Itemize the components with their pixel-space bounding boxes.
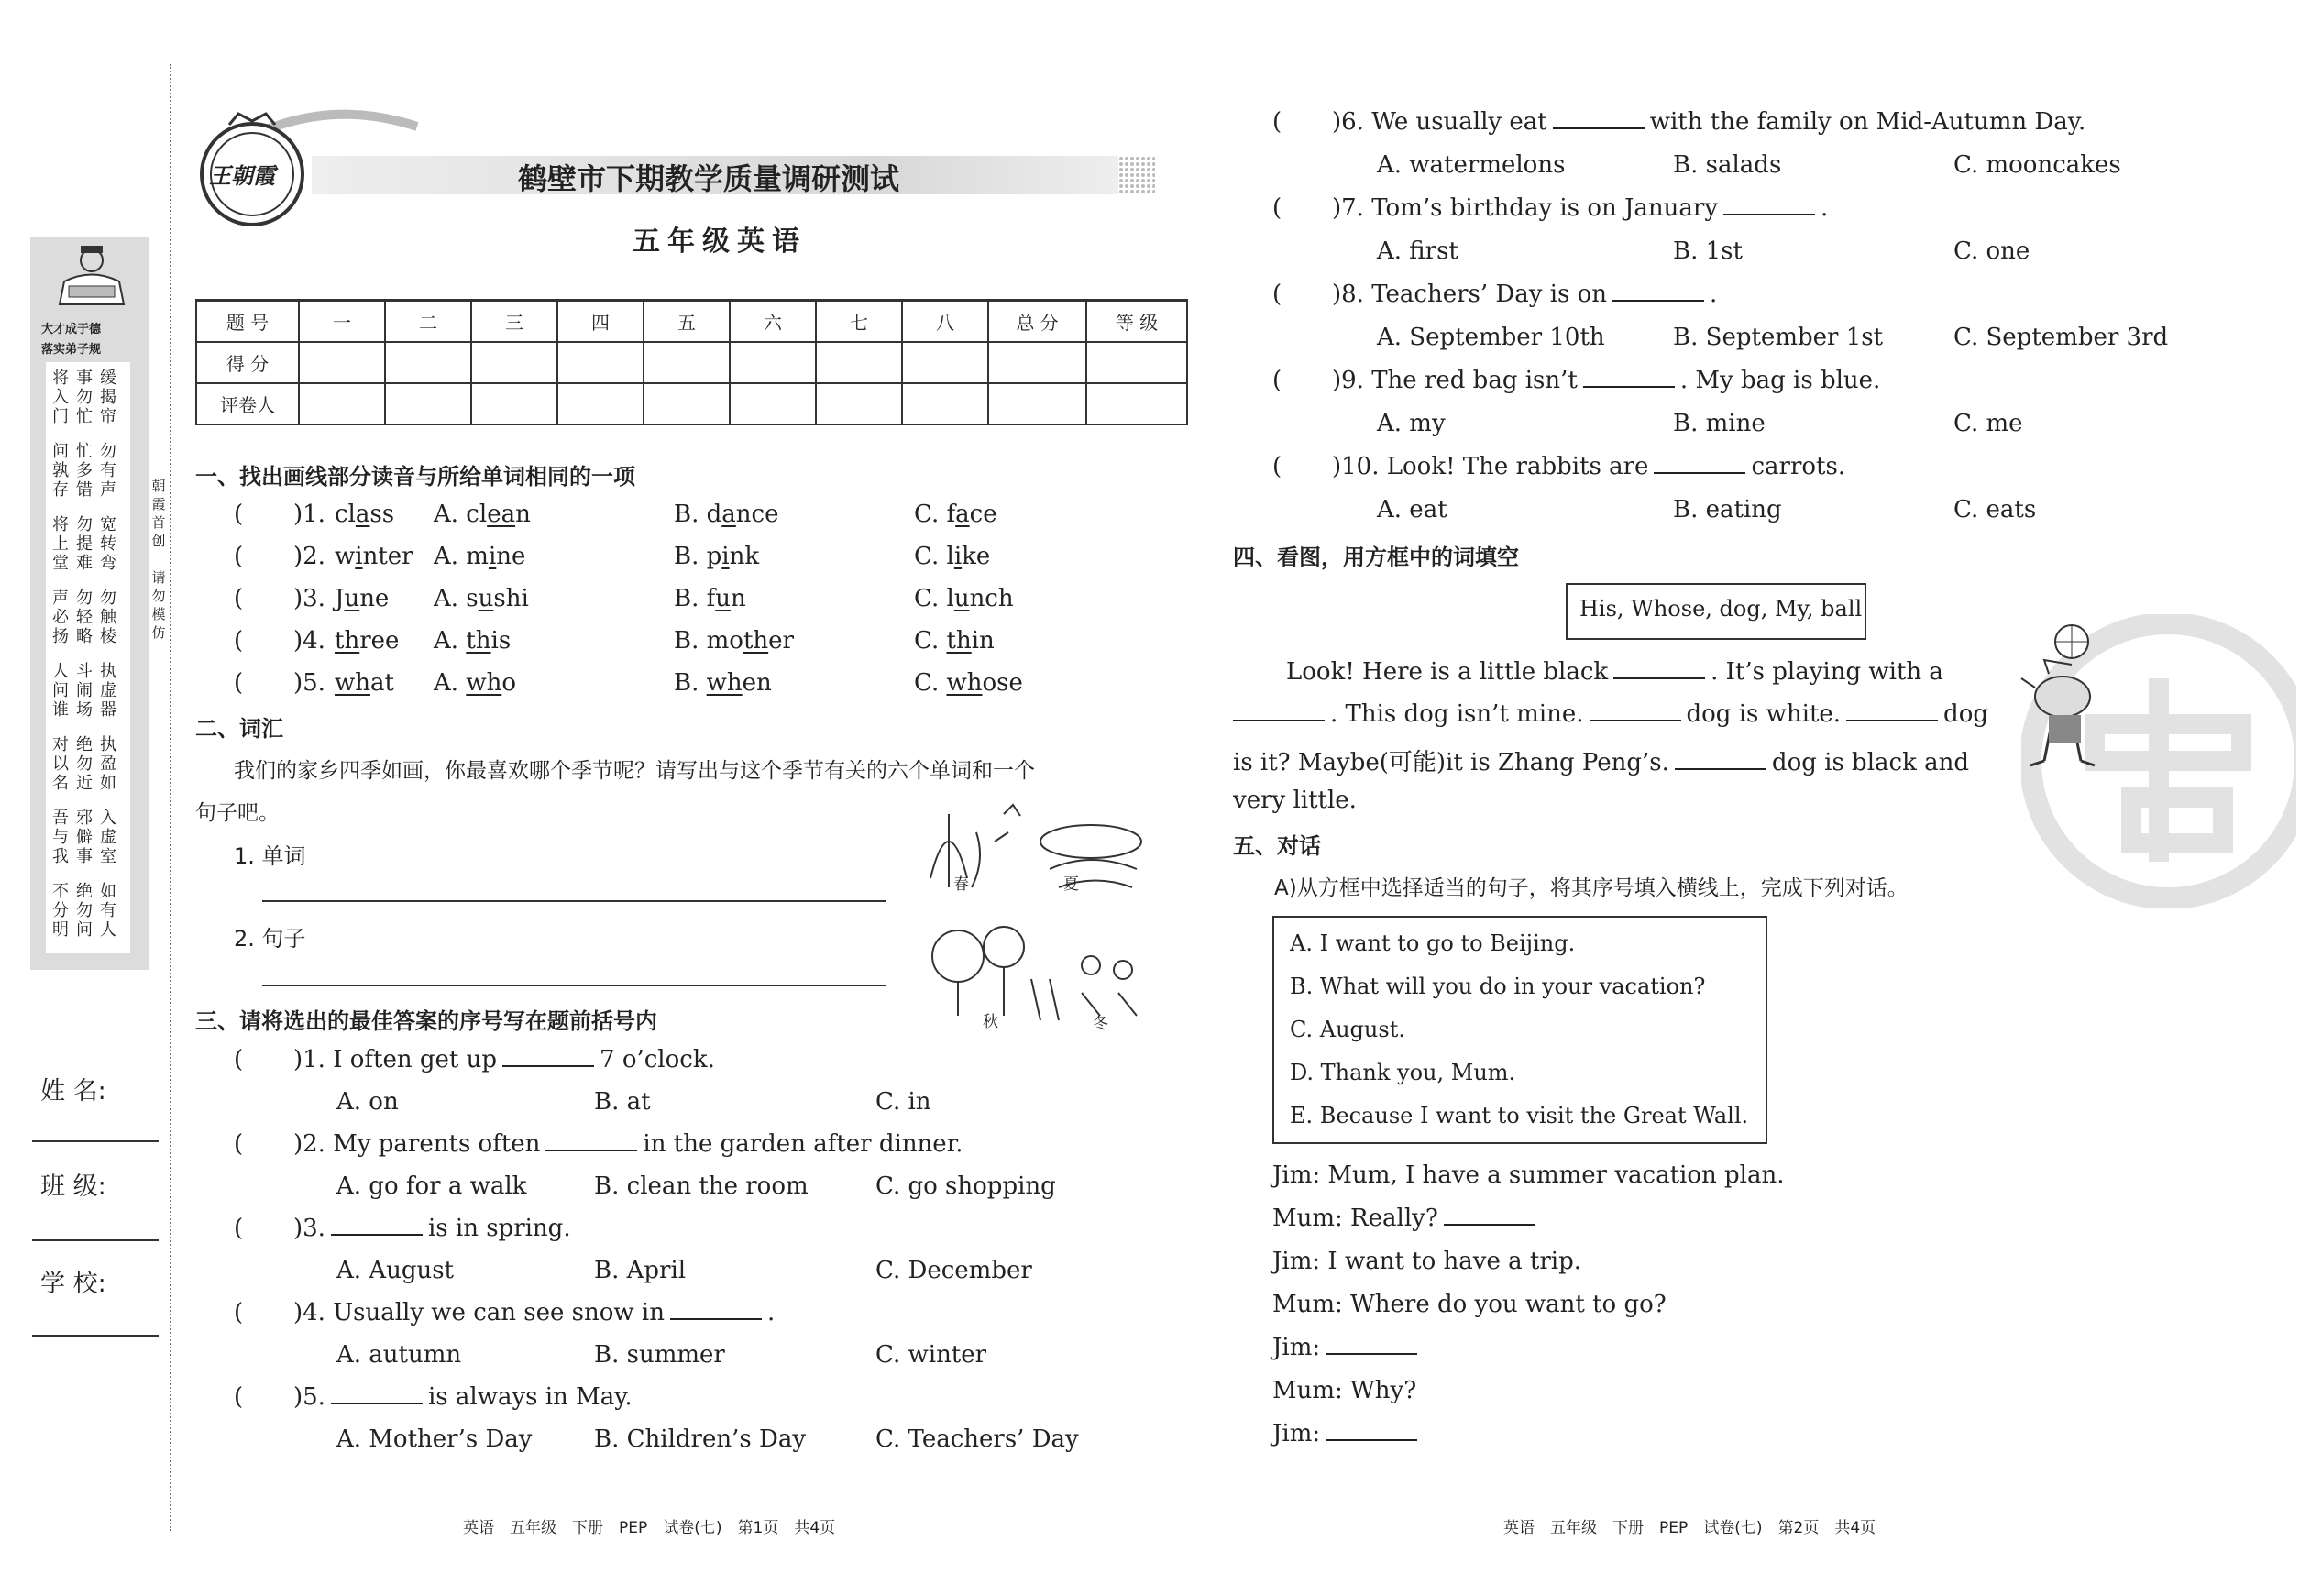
underlined-sound: th (335, 627, 360, 655)
score-cell[interactable] (1086, 342, 1187, 383)
motto-column: 宽转弯 (100, 515, 116, 573)
motto-column: 邪僻事 (76, 809, 93, 866)
dialogue-line (1272, 1334, 1423, 1361)
motto-column: 勿触棱 (100, 589, 116, 646)
answer-blank[interactable] (670, 1300, 762, 1320)
s4-line1 (1286, 658, 1943, 686)
option-c[interactable]: C. in (875, 1088, 931, 1116)
option-b[interactable]: B. when (674, 669, 772, 697)
option-c[interactable]: C. whose (914, 669, 1023, 697)
grader-cell[interactable] (988, 383, 1086, 424)
section1-title: 一、找出画线部分读音与所给单词相同的一项 (195, 464, 635, 490)
answer-paren[interactable]: ( (234, 585, 244, 612)
motto-column: 问孰存 (52, 442, 69, 500)
motto-column: 入虚室 (100, 809, 116, 866)
dialogue-text: Jim: (1272, 1420, 1321, 1447)
dialogue-text: Mum: Where do you want to go? (1272, 1291, 1667, 1318)
question-text (1332, 281, 1717, 308)
question-stem: )10. Look! The rabbits are (1332, 453, 1649, 480)
motto-column: 不分明 (52, 882, 69, 940)
underlined-sound: th (946, 627, 972, 655)
option-sentence: D. Thank you, Mum. (1290, 1060, 1516, 1085)
option-b[interactable]: B. mother (674, 627, 794, 655)
option-c[interactable]: C. winter (875, 1341, 987, 1369)
answer-blank[interactable] (545, 1131, 637, 1151)
option-b[interactable]: B. 1st (1673, 237, 1743, 265)
option-sentence: C. August. (1290, 1017, 1405, 1042)
dialogue-blank[interactable] (1326, 1335, 1417, 1355)
vertical-note-1: 朝霞首创 (151, 478, 166, 549)
option-c[interactable]: C. thin (914, 627, 995, 655)
option-c[interactable]: C. eats (1953, 496, 2037, 523)
underlined-sound: wh (466, 669, 502, 697)
dialogue-line (1272, 1377, 1416, 1404)
option-a[interactable]: A. August (336, 1257, 455, 1284)
s4-line4: very little. (1233, 787, 1357, 814)
question-number: )3. (293, 585, 325, 612)
answer-paren[interactable]: ( (234, 627, 244, 655)
option-c[interactable]: C. like (914, 543, 991, 570)
motto-column: 勿提难 (76, 515, 93, 573)
answer-paren[interactable]: ( (234, 669, 244, 697)
option-c[interactable]: C. go shopping (875, 1172, 1056, 1200)
option-a[interactable]: A. first (1377, 237, 1458, 265)
motto-column: 缓揭帘 (100, 369, 116, 426)
underlined-sound: i (721, 543, 730, 570)
footer-left: 英语 五年级 下册 PEP 试卷(七) 第1页 共4页 (463, 1519, 836, 1537)
season-label: 秋 (983, 1013, 998, 1031)
motto-column: 对以名 (52, 735, 69, 793)
option-a[interactable]: A. who (434, 669, 516, 697)
answer-paren[interactable]: ( (234, 1215, 244, 1242)
option-c[interactable]: C. one (1953, 237, 2030, 265)
answer-paren[interactable]: ( (234, 501, 244, 528)
underlined-sound: a (355, 501, 370, 528)
option-a[interactable]: A. eat (1377, 496, 1447, 523)
answer-paren[interactable]: ( (1272, 194, 1282, 222)
option-a[interactable]: A. Mother’s Day (336, 1425, 533, 1453)
question-tail: . (766, 1299, 776, 1326)
option-c[interactable]: C. face (914, 501, 997, 528)
option-sentence: A. I want to go to Beijing. (1290, 930, 1576, 956)
answer-paren[interactable]: ( (234, 1299, 244, 1326)
question-text (293, 1046, 715, 1073)
dialogue-line (1272, 1205, 1541, 1232)
option-sentence: E. Because I want to visit the Great Wall. (1290, 1103, 1749, 1128)
answer-blank[interactable] (331, 1384, 423, 1404)
blank[interactable] (1846, 701, 1938, 721)
dialogue-text: Mum: Why? (1272, 1377, 1417, 1404)
score-table (195, 299, 1188, 425)
score-cell[interactable] (988, 342, 1086, 383)
school-label: 学 校: (40, 1270, 106, 1298)
word-box-text: His, Whose, dog, My, ball (1579, 596, 1863, 622)
option-c[interactable]: C. September 3rd (1953, 324, 2169, 351)
motto-column: 吾与我 (52, 809, 69, 866)
s4-line2c: dog (1943, 700, 1988, 728)
option-a[interactable]: A. watermelons (1377, 151, 1566, 179)
motto-column: 勿有声 (100, 442, 116, 500)
motto-column: 执虚器 (100, 662, 116, 720)
option-a[interactable]: A. autumn (336, 1341, 462, 1369)
score-cell[interactable] (902, 342, 988, 383)
dialogue-line (1272, 1291, 1667, 1318)
answer-blank[interactable] (331, 1216, 423, 1236)
answer-blank[interactable] (1654, 454, 1745, 474)
underlined-sound: wh (946, 669, 983, 697)
score-cell[interactable] (471, 342, 557, 383)
class-label: 班 级: (40, 1172, 106, 1201)
option-c[interactable]: C. lunch (914, 585, 1014, 612)
section3-title: 三、请将选出的最佳答案的序号写在题前括号内 (195, 1008, 657, 1034)
answer-blank[interactable] (1723, 195, 1815, 215)
answer-paren[interactable]: ( (234, 1130, 244, 1158)
given-word: winter (335, 543, 413, 570)
s4-line1a: Look! Here is a little black (1286, 658, 1609, 686)
option-sentence: B. What will you do in your vacation? (1290, 974, 1706, 999)
underlined-sound: wh (706, 669, 743, 697)
motto-subtitle: 落实弟子规 (41, 343, 102, 357)
s4-line2a: . This dog isn’t mine. (1330, 700, 1584, 728)
underlined-sound: a (955, 501, 970, 528)
option-b[interactable]: B. dance (674, 501, 779, 528)
option-a[interactable]: A. mine (434, 543, 526, 570)
question-stem: )9. The red bag isn’t (1332, 367, 1578, 394)
dialogue-text: Jim: (1272, 1334, 1321, 1361)
motto-column: 如有人 (100, 882, 116, 940)
question-text (293, 1383, 633, 1411)
grader-row-label: 评卷人 (196, 383, 299, 424)
table-header-cell: 八 (902, 301, 988, 343)
answer-paren[interactable]: ( (1272, 453, 1282, 480)
answer-paren[interactable]: ( (234, 543, 244, 570)
score-cell[interactable] (299, 342, 385, 383)
blank[interactable] (1675, 750, 1766, 770)
dialogue-blank[interactable] (1326, 1421, 1417, 1441)
dialogue-line (1272, 1420, 1423, 1447)
option-b[interactable]: B. pink (674, 543, 760, 570)
option-b[interactable]: B. fun (674, 585, 746, 612)
underlined-sound: th (466, 627, 491, 655)
s4-line2b: dog is white. (1686, 700, 1842, 728)
question-tail: is in spring. (427, 1215, 571, 1242)
question-tail: with the family on Mid-Autumn Day. (1649, 108, 2086, 136)
motto-column: 执盈如 (100, 735, 116, 793)
footer-right: 英语 五年级 下册 PEP 试卷(七) 第2页 共4页 (1503, 1519, 1876, 1537)
underlined-sound: i (953, 543, 963, 570)
option-b[interactable]: B. clean the room (594, 1172, 809, 1200)
underlined-sound: a (721, 501, 736, 528)
option-b[interactable]: B. at (594, 1088, 651, 1116)
table-header-cell: 七 (816, 301, 902, 343)
section5-instruction: A)从方框中选择适当的句子，将其序号填入横线上，完成下列对话。 (1274, 876, 1909, 900)
season-label: 夏 (1063, 875, 1079, 894)
grader-cell[interactable] (385, 383, 471, 424)
dialogue-text: Jim: I want to have a trip. (1272, 1248, 1581, 1275)
question-stem: )5. (293, 1383, 325, 1411)
grader-cell[interactable] (730, 383, 816, 424)
table-header-cell: 三 (471, 301, 557, 343)
option-a[interactable]: A. clean (434, 501, 531, 528)
table-header-cell: 六 (730, 301, 816, 343)
score-cell[interactable] (816, 342, 902, 383)
question-number: )2. (293, 543, 325, 570)
option-a[interactable]: A. sushi (434, 585, 529, 612)
option-c[interactable]: C. mooncakes (1953, 151, 2121, 179)
option-b[interactable]: B. September 1st (1673, 324, 1884, 351)
table-header-cell: 四 (557, 301, 644, 343)
answer-paren[interactable]: ( (1272, 108, 1282, 136)
question-text (1332, 453, 1845, 480)
option-a[interactable]: A. my (1377, 410, 1446, 437)
question-tail: carrots. (1751, 453, 1846, 480)
motto-column: 事勿忙 (76, 369, 93, 426)
exam-title: 鹤壁市下期教学质量调研测试 (518, 161, 900, 196)
section4-title: 四、看图，用方框中的词填空 (1233, 545, 1519, 570)
score-cell[interactable] (730, 342, 816, 383)
grader-cell[interactable] (816, 383, 902, 424)
season-label: 春 (953, 875, 969, 894)
given-word: three (335, 627, 400, 655)
banner-pattern (1118, 156, 1155, 194)
motto-column: 将上堂 (52, 515, 69, 573)
s4-line3b: dog is black and (1771, 749, 1969, 776)
motto-column: 绝勿近 (76, 735, 93, 793)
option-c[interactable]: C. Teachers’ Day (875, 1425, 1079, 1453)
dialogue-blank[interactable] (1444, 1205, 1535, 1226)
answer-blank[interactable] (1553, 109, 1645, 129)
grader-cell[interactable] (644, 383, 730, 424)
question-text (1332, 108, 2085, 136)
season-label: 冬 (1093, 1015, 1108, 1033)
underlined-sound: wh (335, 669, 370, 697)
section2-title: 二、词汇 (195, 716, 283, 742)
s4-line3 (1233, 743, 1969, 777)
question-stem: )4. Usually we can see snow in (293, 1299, 665, 1326)
table-header-cell: 总 分 (988, 301, 1086, 343)
motto-column: 将入门 (52, 369, 69, 426)
answer-paren[interactable]: ( (1272, 281, 1282, 308)
question-tail: is always in May. (427, 1383, 633, 1411)
score-row-label: 得 分 (196, 342, 299, 383)
option-a[interactable]: A. go for a walk (336, 1172, 527, 1200)
section2-intro-2: 句子吧。 (195, 801, 280, 825)
subject-title: 五年级英语 (633, 226, 807, 258)
blank[interactable] (1590, 701, 1681, 721)
option-b[interactable]: B. summer (594, 1341, 725, 1369)
answer-blank[interactable] (502, 1047, 594, 1067)
section2-intro: 我们的家乡四季如画，你最喜欢哪个季节呢？请写出与这个季节有关的六个单词和一个 (234, 759, 1035, 783)
question-text (1332, 367, 1880, 394)
given-word: class (335, 501, 395, 528)
option-b[interactable]: B. Children’s Day (594, 1425, 807, 1453)
blank[interactable] (1233, 701, 1325, 721)
answer-blank[interactable] (1583, 368, 1675, 388)
dialogue-line (1272, 1161, 1784, 1189)
words-label: 1. 单词 (234, 843, 306, 869)
sentence-answer-line[interactable] (262, 985, 886, 986)
section5-title: 五、对话 (1233, 833, 1321, 859)
option-a[interactable]: A. on (336, 1088, 399, 1116)
grader-cell[interactable] (471, 383, 557, 424)
s4-line2 (1233, 700, 1988, 728)
question-text (293, 1215, 571, 1242)
underlined-sound: i (488, 543, 497, 570)
grader-cell[interactable] (1086, 383, 1187, 424)
motto-column: 忙多错 (76, 442, 93, 500)
dog-with-ball-picture (2017, 623, 2136, 779)
underlined-sound: i (355, 543, 363, 570)
question-text (293, 1299, 775, 1326)
name-field[interactable] (32, 1140, 159, 1142)
option-b[interactable]: B. April (594, 1257, 687, 1284)
scholar-icon (46, 240, 138, 314)
name-label: 姓 名: (40, 1077, 106, 1106)
question-stem: )1. I often get up (293, 1046, 498, 1073)
dialogue-text: Mum: Really? (1272, 1205, 1438, 1232)
words-answer-line[interactable] (262, 900, 886, 902)
question-text (1332, 194, 1828, 222)
motto-column: 绝勿问 (76, 882, 93, 940)
table-header-cell: 五 (644, 301, 730, 343)
question-stem: )3. (293, 1215, 325, 1242)
school-field[interactable] (32, 1335, 159, 1337)
question-stem: )8. Teachers’ Day is on (1332, 281, 1608, 308)
motto-column: 声必扬 (52, 589, 69, 646)
motto-title: 大才成于德 (41, 323, 102, 336)
table-header-cell: 二 (385, 301, 471, 343)
answer-blank[interactable] (1612, 281, 1704, 302)
question-stem: )6. We usually eat (1332, 108, 1547, 136)
answer-paren[interactable]: ( (234, 1046, 244, 1073)
question-stem: )7. Tom’s birthday is on January (1332, 194, 1719, 222)
option-a[interactable]: A. this (434, 627, 512, 655)
four-seasons-picture (921, 796, 1150, 1027)
class-field[interactable] (32, 1239, 159, 1241)
sentence-label: 2. 句子 (234, 926, 306, 952)
motto-column: 人问谁 (52, 662, 69, 720)
underlined-sound: ea (487, 501, 516, 528)
option-a[interactable]: A. September 10th (1377, 324, 1605, 351)
table-header-cell: 等 级 (1086, 301, 1187, 343)
grader-cell[interactable] (902, 383, 988, 424)
underlined-sound: u (953, 585, 970, 612)
s4-line3a: is it? Maybe(可能)it is Zhang Peng’s. (1233, 749, 1669, 776)
answer-paren[interactable]: ( (234, 1383, 244, 1411)
blank[interactable] (1613, 659, 1705, 679)
s4-line1b: . It’s playing with a (1711, 658, 1943, 686)
question-tail: . (1710, 281, 1718, 308)
question-tail: in the garden after dinner. (643, 1130, 963, 1158)
table-header-cell: 一 (299, 301, 385, 343)
option-b[interactable]: B. eating (1673, 496, 1782, 523)
question-tail: . My bag is blue. (1679, 367, 1881, 394)
answer-paren[interactable]: ( (1272, 367, 1282, 394)
question-tail: . (1821, 194, 1829, 222)
score-cell[interactable] (644, 342, 730, 383)
motto-column: 斗闹场 (76, 662, 93, 720)
dialogue-text: Jim: Mum, I have a summer vacation plan. (1272, 1161, 1785, 1189)
given-word: what (335, 669, 394, 697)
underlined-sound: u (715, 585, 732, 612)
table-header-cell: 题 号 (196, 301, 299, 343)
grader-cell[interactable] (299, 383, 385, 424)
cut-line (170, 64, 171, 1531)
score-cell[interactable] (385, 342, 471, 383)
underlined-sound: th (743, 627, 769, 655)
option-c[interactable]: C. December (875, 1257, 1032, 1284)
dialogue-line (1272, 1248, 1581, 1275)
motto-column: 勿轻略 (76, 589, 93, 646)
option-c[interactable]: C. me (1953, 410, 2023, 437)
option-b[interactable]: B. salads (1673, 151, 1782, 179)
score-cell[interactable] (557, 342, 644, 383)
question-tail: 7 o’clock. (600, 1046, 715, 1073)
question-text (293, 1130, 963, 1158)
vertical-note-2: 请勿模仿 (151, 569, 166, 641)
question-number: )1. (293, 501, 325, 528)
logo-text: 王朝霞 (209, 163, 275, 189)
question-stem: )2. My parents often (293, 1130, 541, 1158)
underlined-sound: u (344, 585, 360, 612)
option-b[interactable]: B. mine (1673, 410, 1766, 437)
underlined-sound: u (478, 585, 494, 612)
question-number: )4. (293, 627, 325, 655)
grader-cell[interactable] (557, 383, 644, 424)
given-word: June (335, 585, 390, 612)
question-number: )5. (293, 669, 325, 697)
